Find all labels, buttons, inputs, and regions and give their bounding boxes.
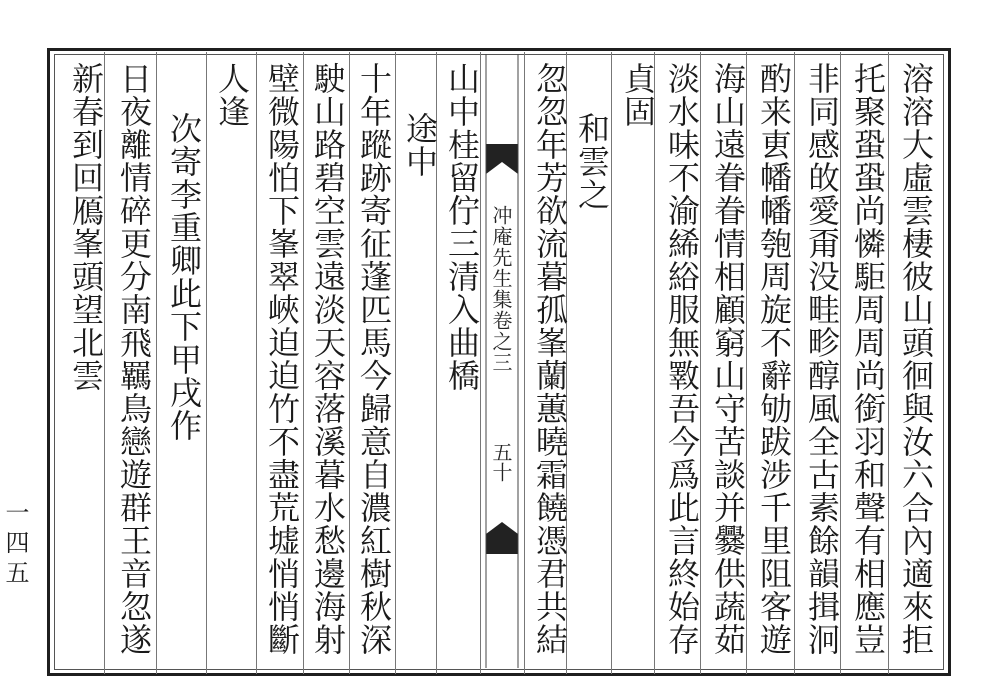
text-column: 酌来叀幡幡匏周旋不辭劬跋涉千里阻客遊 [755, 62, 793, 656]
text-column: 壁微陽怕下峯翠峽迫迫竹不盡荒墟悄悄斷 [263, 62, 301, 656]
text-column: 日夜離情碎更分南飛羈鳥戀遊群王音忽遂 [115, 62, 153, 656]
text-column: 淡水味不渝絺綌服無斁吾今爲此言終始存 [663, 62, 701, 656]
text-column: 托聚蛩蛩尚憐駏周周尚銜羽和聲有相應豈 [849, 62, 887, 656]
text-column: 十年蹤跡寄征蓬匹馬今歸意自濃紅樹秋深 [355, 62, 393, 656]
section-title: 次寄李重卿此下甲戌作 [165, 112, 203, 442]
text-column: 新春到回鴈峯頭望北雲 [67, 62, 105, 392]
text-column: 山中桂留佇三清入曲橋 [443, 62, 481, 392]
column-rule [206, 52, 207, 674]
text-column: 非同感敀愛甭没畦畛醇風全古素餘韻揖泂 [803, 62, 841, 656]
column-rule [256, 52, 257, 674]
section-title: 途中 [401, 112, 439, 178]
text-column: 溶溶大虛雲棲彼山頭徊與汝六合內適來拒 [897, 62, 935, 656]
text-column: 忽忽年芳欲流暮孤峯蘭蕙曉霜饒憑君共結 [531, 62, 569, 656]
fishtail-page: 五十 [489, 442, 513, 482]
text-column: 駛山路碧空雲遠淡天容落溪暮水愁邊海射 [309, 62, 347, 656]
fishtail-title: 冲庵先生集卷之三 [489, 205, 513, 373]
text-column: 海山遠眷眷情相顧窮山守苦談并爨供蔬茹 [709, 62, 747, 656]
text-column: 人逢 [213, 62, 251, 128]
section-title: 和雲之 [573, 112, 611, 211]
page-number: 一四五 [1, 500, 29, 590]
column-rule [524, 52, 525, 674]
text-column: 貞固 [619, 62, 657, 128]
column-rule [156, 52, 157, 674]
